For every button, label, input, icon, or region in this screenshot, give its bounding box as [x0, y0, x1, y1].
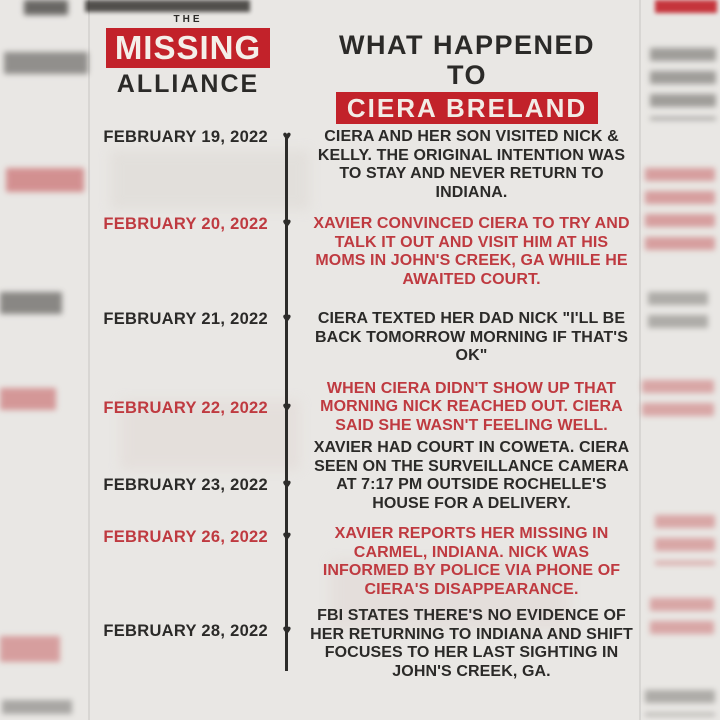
timeline-entry — [92, 215, 637, 289]
background-artifact — [650, 598, 714, 642]
timeline-event-text: XAVIER REPORTS HER MISSING IN CARMEL, INDIANA. NICK WAS INFORMED BY POLICE VIA PHONE OF CIERA'S DISAPPEARANCE. — [322, 525, 621, 598]
timeline-entry — [92, 607, 637, 681]
heart-icon: ♥ — [282, 528, 292, 545]
background-artifact — [645, 168, 715, 260]
background-artifact — [650, 48, 716, 120]
timeline-entry — [92, 439, 637, 513]
timeline-entry — [92, 310, 637, 366]
logo-missing: MISSING — [106, 28, 270, 68]
background-artifact — [0, 292, 62, 314]
timeline-date: FEBRUARY 26, 2022 — [103, 528, 268, 546]
heart-icon: ♥ — [282, 128, 292, 145]
heart-icon: ♥ — [282, 622, 292, 639]
title-line2: CIERA BRELAND — [336, 92, 598, 124]
page-title — [317, 30, 617, 124]
content-panel — [92, 0, 637, 720]
heart-icon: ♥ — [282, 310, 292, 327]
logo-the: THE — [173, 14, 203, 25]
missing-alliance-logo — [92, 14, 284, 98]
timeline-event-text: CIERA TEXTED HER DAD NICK "I'LL BE BACK TOMORROW MORNING IF THAT'S OK" — [315, 310, 628, 364]
timeline-event-text: CIERA AND HER SON VISITED NICK & KELLY. THE ORIGINAL INTENTION WAS TO STAY AND NEVER RETURN TO INDIANA. — [317, 128, 626, 201]
background-artifact — [655, 0, 717, 13]
background-artifact — [0, 388, 56, 410]
heart-icon: ♥ — [282, 476, 292, 493]
panel-edge-right — [639, 0, 641, 720]
timeline-entry — [92, 380, 637, 436]
timeline-entry — [92, 128, 637, 202]
background-artifact — [642, 380, 714, 426]
title-line1: WHAT HAPPENED TO — [338, 30, 595, 90]
timeline-date: FEBRUARY 23, 2022 — [103, 476, 268, 494]
timeline-date: FEBRUARY 21, 2022 — [103, 310, 268, 328]
timeline-date: FEBRUARY 28, 2022 — [103, 622, 268, 640]
logo-alliance: ALLIANCE — [116, 70, 260, 98]
timeline-entry — [92, 525, 637, 599]
timeline-date: FEBRUARY 19, 2022 — [103, 128, 268, 146]
timeline — [92, 128, 637, 681]
background-artifact — [4, 52, 88, 74]
timeline-date: FEBRUARY 20, 2022 — [103, 215, 268, 233]
timeline-event-text: XAVIER HAD COURT IN COWETA. CIERA SEEN ON THE SURVEILLANCE CAMERA AT 7:17 PM OUTSIDE ROCHELLE'S HOUSE FOR A DELIVERY. — [313, 439, 630, 512]
timeline-event-text: XAVIER CONVINCED CIERA TO TRY AND TALK IT OUT AND VISIT HIM AT HIS MOMS IN JOHN'S CREEK, GA WHILE HE AWAITED COURT. — [313, 215, 630, 288]
timeline-event-text: FBI STATES THERE'S NO EVIDENCE OF HER RETURNING TO INDIANA AND SHIFT FOCUSES TO HER LAST SIGHTING IN JOHN'S CREEK, GA. — [310, 607, 633, 680]
heart-icon: ♥ — [282, 215, 292, 232]
background-artifact — [6, 168, 84, 192]
timeline-date: FEBRUARY 22, 2022 — [103, 398, 268, 417]
panel-edge-left — [88, 0, 90, 720]
background-artifact — [24, 0, 68, 15]
background-artifact — [0, 636, 60, 662]
background-artifact — [655, 515, 715, 565]
background-artifact — [648, 292, 708, 338]
background-artifact — [645, 690, 715, 716]
heart-icon: ♥ — [282, 398, 292, 416]
timeline-event-text: WHEN CIERA DIDN'T SHOW UP THAT MORNING NICK REACHED OUT. CIERA SAID SHE WASN'T FEELING WELL. — [320, 379, 623, 434]
header — [92, 0, 637, 124]
timeline-entries — [92, 128, 637, 681]
background-artifact — [2, 700, 72, 714]
